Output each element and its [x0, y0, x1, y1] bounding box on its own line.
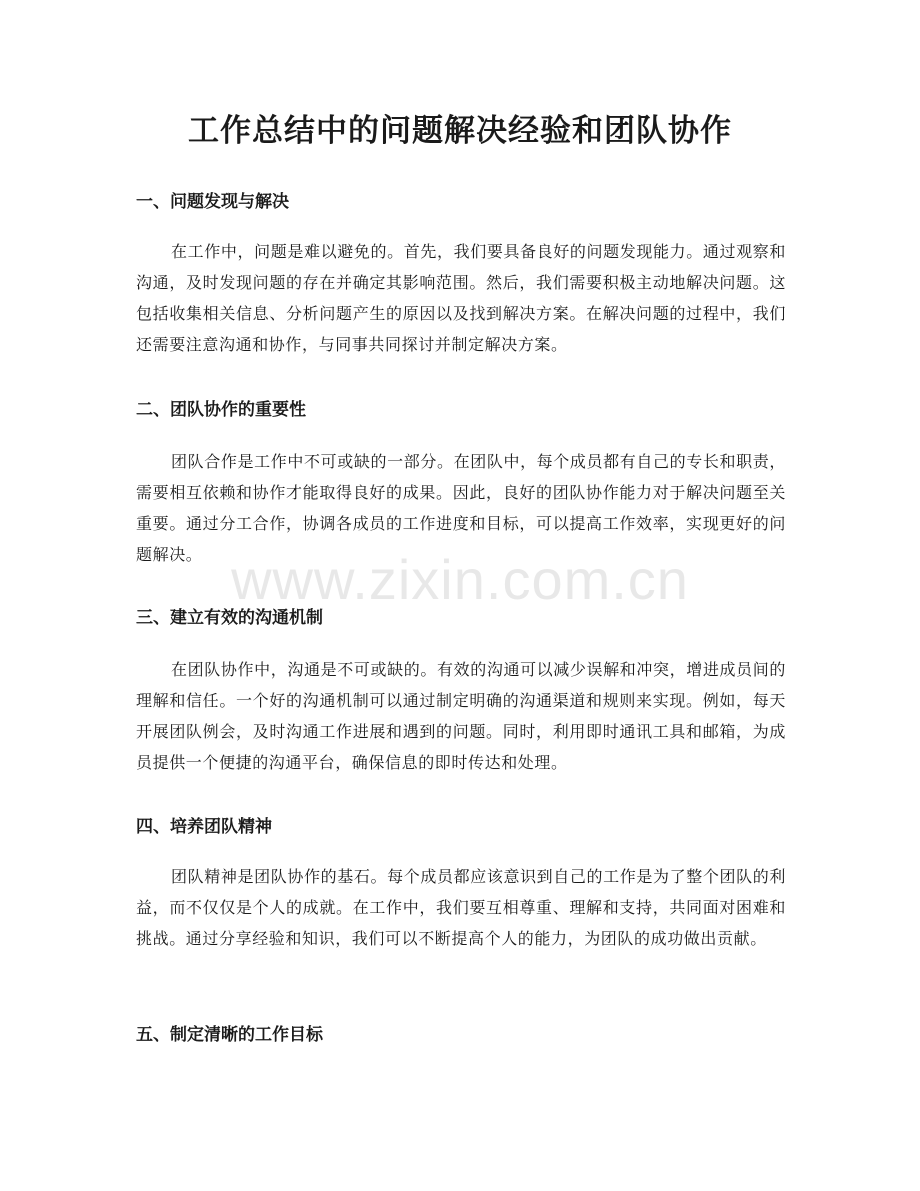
section-paragraph-2: 团队合作是工作中不可或缺的一部分。在团队中，每个成员都有自己的专长和职责，需要相互依赖和协作才能取得良好的成果。因此，良好的团队协作能力对于解决问题至关重要。通过分工合作，协调各成员的工作进度和目标，可以提高工作效率，实现更好的问题解决。	[136, 452, 786, 564]
section-heading-3: 三、建立有效的沟通机制	[136, 608, 323, 628]
section-paragraph-3: 在团队协作中，沟通是不可或缺的。有效的沟通可以减少误解和冲突，增进成员间的理解和信任。一个好的沟通机制可以通过制定明确的沟通渠道和规则来实现。例如，每天开展团队例会，及时沟通工作进展和遇到的问题。同时，利用即时通讯工具和邮箱，为成员提供一个便捷的沟通平台，确保信息的即时传达和处理。	[136, 660, 786, 772]
section-heading-2: 二、团队协作的重要性	[136, 400, 306, 420]
section-paragraph-1: 在工作中，问题是难以避免的。首先，我们要具备良好的问题发现能力。通过观察和沟通，及时发现问题的存在并确定其影响范围。然后，我们需要积极主动地解决问题。这包括收集相关信息、分析问题产生的原因以及找到解决方案。在解决问题的过程中，我们还需要注意沟通和协作，与同事共同探讨并制定解决方案。	[136, 242, 786, 354]
watermark: www.zixin.com.cn	[231, 548, 689, 611]
section-heading-1: 一、问题发现与解决	[136, 192, 289, 212]
document-title: 工作总结中的问题解决经验和团队协作	[188, 113, 732, 149]
section-paragraph-4: 团队精神是团队协作的基石。每个成员都应该意识到自己的工作是为了整个团队的利益，而不仅仅是个人的成就。在工作中，我们要互相尊重、理解和支持，共同面对困难和挑战。通过分享经验和知识，我们可以不断提高个人的能力，为团队的成功做出贡献。	[136, 867, 786, 948]
section-heading-4: 四、培养团队精神	[136, 817, 272, 837]
section-heading-5: 五、制定清晰的工作目标	[136, 1025, 323, 1045]
